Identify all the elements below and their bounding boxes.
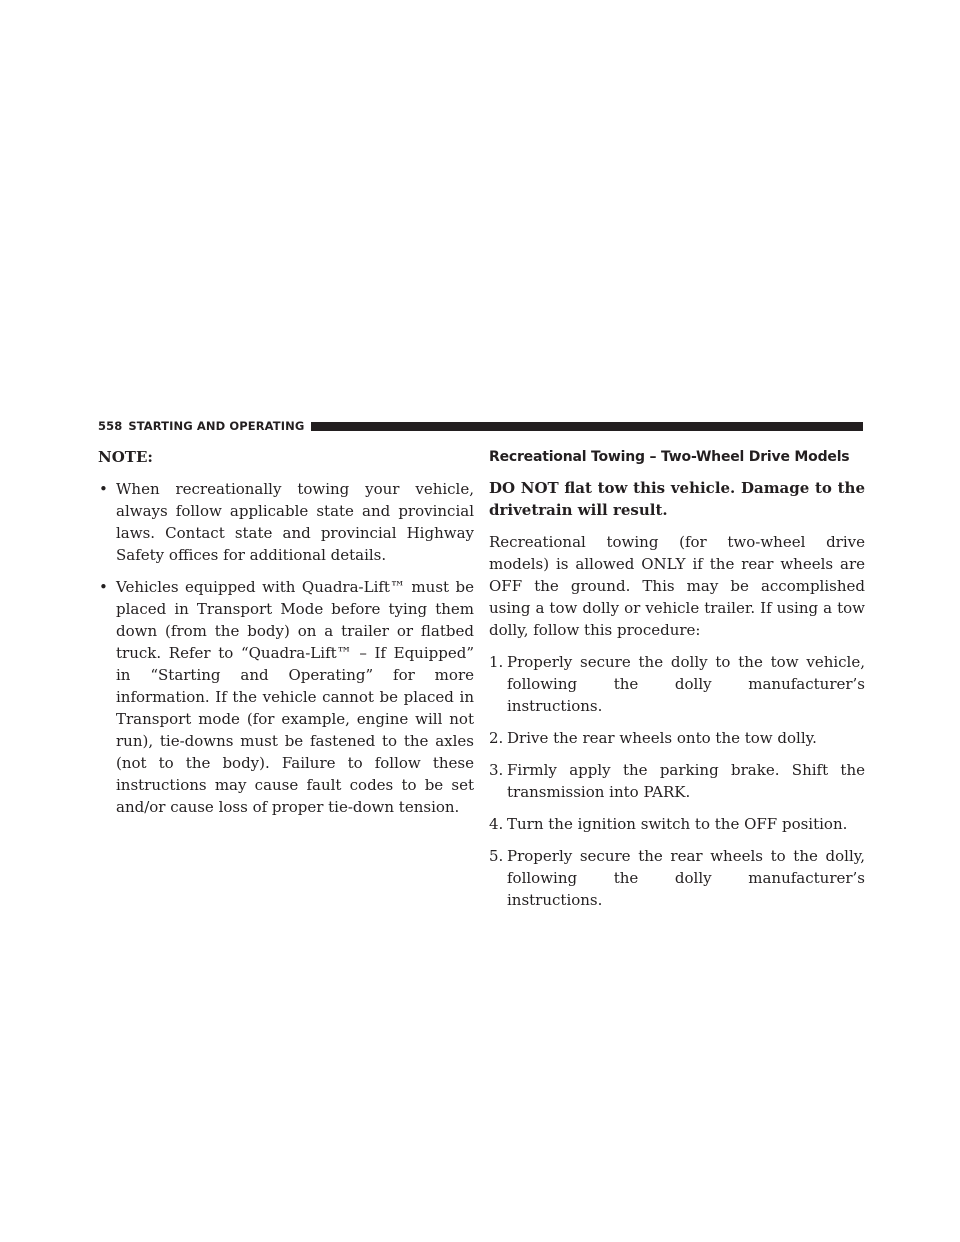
note-bullet bbox=[98, 478, 474, 566]
step-text: Properly secure the rear wheels to the dolly, following the dolly manufacturer’s instructions. bbox=[507, 847, 865, 909]
step-number: 3. bbox=[489, 761, 504, 779]
step-text: Drive the rear wheels onto the tow dolly. bbox=[507, 729, 817, 747]
section-heading: Recreational Towing – Two-Wheel Drive Models bbox=[489, 449, 850, 465]
step-text: Turn the ignition switch to the OFF position. bbox=[507, 815, 848, 833]
step-number: 1. bbox=[489, 653, 504, 671]
right-column bbox=[489, 446, 865, 921]
note-label: NOTE: bbox=[98, 448, 153, 466]
section-title: STARTING AND OPERATING bbox=[128, 419, 305, 433]
procedure-step bbox=[489, 759, 865, 803]
bullet-symbol: • bbox=[99, 578, 108, 596]
note-bullet bbox=[98, 576, 474, 818]
header-rule bbox=[311, 422, 863, 431]
procedure-step bbox=[489, 813, 865, 835]
page-header bbox=[98, 418, 863, 434]
left-column bbox=[98, 446, 474, 828]
procedure-step bbox=[489, 651, 865, 717]
step-number: 2. bbox=[489, 729, 504, 747]
bullet-symbol: • bbox=[99, 480, 108, 498]
step-text: Properly secure the dolly to the tow vehicle, following the dolly manufacturer’s instructions. bbox=[507, 653, 865, 715]
procedure-step bbox=[489, 727, 865, 749]
warning-text: DO NOT flat tow this vehicle. Damage to the drivetrain will result. bbox=[489, 479, 865, 519]
bullet-text: Vehicles equipped with Quadra-Lift™ must be placed in Transport Mode before tying them down (from the body) on a trailer or flatbed truck. Refer to “Quadra-Lift™ – If Equipped” in “Starting and Operating” for more information. If the vehicle cannot be placed in Transport mode (for example, engine will not run), tie-downs must be fastened to the axles (not to the body). Failure to follow these instructions may cause fault codes to be set and/or cause loss of proper tie-down tension. bbox=[116, 578, 474, 816]
step-number: 4. bbox=[489, 815, 504, 833]
procedure-step bbox=[489, 845, 865, 911]
step-text: Firmly apply the parking brake. Shift the transmission into PARK. bbox=[507, 761, 865, 801]
step-number: 5. bbox=[489, 847, 504, 865]
page-number: 558 bbox=[98, 419, 123, 433]
bullet-text: When recreationally towing your vehicle, always follow applicable state and provincial laws. Contact state and provincial Highway Safety offices for additional details. bbox=[116, 480, 474, 564]
intro-paragraph: Recreational towing (for two-wheel drive models) is allowed ONLY if the rear wheels are OFF the ground. This may be accomplished using a tow dolly or vehicle trailer. If using a tow dolly, follow this procedure: bbox=[489, 533, 865, 639]
